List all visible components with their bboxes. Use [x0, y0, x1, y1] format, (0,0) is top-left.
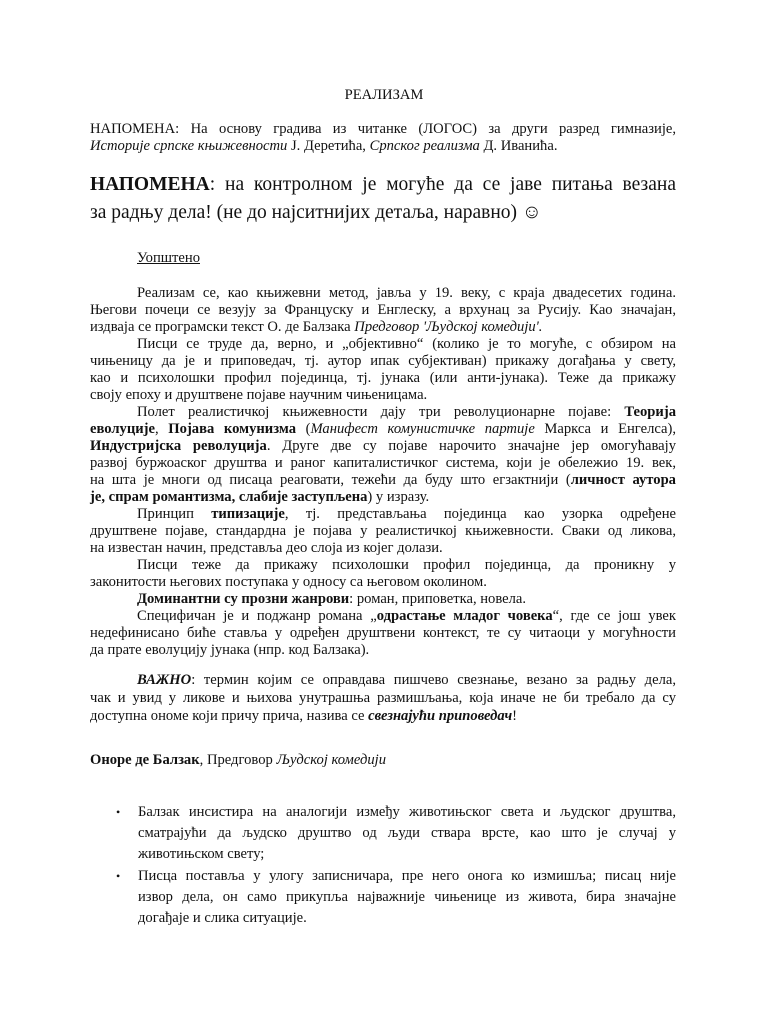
text-span: Полет реалистичкој књижевности дају три револуционарне појаве:	[137, 404, 625, 420]
text-line	[90, 438, 676, 455]
text-line: извор дела, он само прикупља најважније чињенице из живота, бира значајне	[138, 889, 676, 905]
bold-term: је, спрам романтизма, слабије заступљена	[90, 489, 368, 505]
bullet-icon: •	[116, 805, 121, 819]
text-line: Балзак инсистира на аналогији између животињског света и људског друштва,	[138, 804, 676, 820]
text-line	[90, 404, 676, 421]
paragraph-6	[90, 591, 676, 608]
text-span: “, где се још увек	[552, 608, 676, 624]
note-label: НАПОМЕНА:	[90, 121, 180, 137]
list-item	[90, 802, 676, 865]
work-title: Манифест комунистичке партије	[310, 421, 535, 437]
text-span: издваја се програмски текст О. де Балзака	[90, 319, 355, 335]
text-span: , Предговор	[199, 752, 277, 768]
text-line: чак и увид у ликове и њихова унутрашња размишљања, која иначе не би требало да су	[90, 690, 676, 706]
text-line: недефинисано биће ставља у одређен друштвени контекст, те су читаоци у могућности	[90, 625, 676, 641]
exam-note	[90, 171, 676, 227]
page-title: РЕАЛИЗАМ	[344, 87, 424, 103]
book-title: Српског реализма	[369, 138, 480, 154]
note-source	[90, 121, 676, 155]
text-line	[90, 608, 676, 625]
bold-term: типизације	[211, 506, 285, 522]
text-span: , тј. представљања појединца као узорка одређене	[284, 506, 676, 522]
paragraph-3	[90, 404, 676, 506]
author-name: Ј. Деретића,	[287, 138, 370, 154]
text-line: друштвене појаве, стандардна је појава у реалистичкој књижевности. Сваки од ликова,	[90, 523, 676, 539]
exam-note-line-2: за радњу дела! (не до најситнијих детаља, наравно) ☺	[90, 202, 542, 223]
note-source-line-2	[90, 138, 676, 155]
text-span: доступна ономе који причу прича, назива се	[90, 708, 369, 724]
text-line: чињеницу да је и приповедач, тј. аутор ипак субјективан) прикажу догађања у свету,	[90, 353, 676, 369]
text-line: да прате еволуцију јунака (нпр. код Балзака).	[90, 642, 370, 658]
text-line	[90, 591, 676, 608]
text-span: : термин којим се оправдава пишчево свезнање, везано за радњу дела,	[191, 672, 676, 688]
exam-note-text: : на контролном је могуће да се јаве питања везана	[209, 174, 676, 195]
text-line: Реализам се, као књижевни метод, јавља у 19. веку, с краја двадесетих година.	[137, 285, 676, 301]
bold-term: одрастање младог човека	[376, 608, 553, 624]
bold-term: Индустријска револуција	[90, 438, 267, 454]
paragraph-7	[90, 608, 676, 659]
bullet-list	[90, 802, 676, 929]
text-line	[90, 472, 676, 489]
text-span: ) у изразу.	[367, 489, 430, 505]
text-line: законитости његових поступака у односу са његовом околином.	[90, 574, 487, 590]
exam-note-label: НАПОМЕНА	[90, 174, 210, 195]
text-span: (	[296, 421, 311, 437]
text-line: Писца поставља у улогу записничара, пре него онога ко измишља; писац није	[138, 868, 676, 884]
text-line: као и психолошки профил појединца, тј. јунака (или анти-јунака). Теже да прикажу	[90, 370, 676, 386]
note-source-line-1	[90, 121, 676, 138]
note-text: На основу градива из читанке (ЛОГОС) за други разред гимназије,	[179, 121, 676, 137]
bold-term: личност аутора	[570, 472, 676, 488]
paragraph-1	[90, 285, 676, 336]
exam-note-line-1	[90, 171, 676, 199]
text-line	[90, 707, 676, 725]
text-line: Његови почеци се везују за Француску и Енглеску, а врхунац за Русију. Као значајан,	[90, 302, 676, 318]
section-heading: Уопштено	[137, 250, 200, 266]
bold-term: Теорија	[624, 404, 676, 420]
text-span: ,	[155, 421, 169, 437]
bold-term: Појава комунизма	[168, 421, 296, 437]
text-line	[90, 421, 676, 438]
text-span: . Друге две су појаве нарочито значајне јер омогућавају	[266, 438, 676, 454]
work-title: Предговор 'Људској комедији'.	[354, 319, 543, 335]
text-line	[90, 506, 676, 523]
text-span: Принцип	[137, 506, 212, 522]
author-name: Д. Иванића.	[479, 138, 558, 154]
text-span: на шта је многи од писаца реаговати, тежећи да буду што егзактнији (	[90, 472, 571, 488]
key-term: свезнајући приповедач	[368, 708, 513, 724]
author-name: Оноре де Балзак	[90, 752, 200, 768]
text-line: Писци се труде да, верно, и „објективно“ (колико је то могуће, с обзиром на	[137, 336, 676, 352]
work-title: Људској комедији	[276, 752, 387, 768]
text-line	[90, 671, 676, 689]
text-line: развој буржоаског друштва и раног капиталистичког система, који је обележио 19. век,	[90, 455, 676, 471]
balzac-heading	[90, 752, 676, 769]
paragraph-2	[90, 336, 676, 404]
paragraph-5	[90, 557, 676, 591]
bullet-icon: •	[116, 869, 121, 883]
text-span: Маркса и Енгелса),	[534, 421, 676, 437]
book-title: Историје српске књижевности	[90, 138, 288, 154]
text-line: животињском свету;	[138, 846, 265, 862]
text-line: сматрајући да људско друштво од људи ствара врсте, као што је случај у	[138, 825, 676, 841]
text-line: своју епоху и друштвене појаве научним чињеницама.	[90, 387, 428, 403]
text-line: на известан начин, представља део слоја из којег долази.	[90, 540, 443, 556]
list-item	[90, 866, 676, 929]
important-note	[90, 671, 676, 725]
text-span: : роман, приповетка, новела.	[349, 591, 527, 607]
text-line: Писци теже да прикажу психолошки профил појединца, да проникну у	[137, 557, 676, 573]
text-span: Специфичан је и поджанр романа „	[137, 608, 377, 624]
bold-term: еволуције	[90, 421, 156, 437]
text-line: догађаје и слика ситуације.	[138, 910, 307, 926]
text-line	[90, 489, 676, 506]
text-line	[90, 319, 676, 336]
paragraph-4	[90, 506, 676, 557]
text-span: !	[512, 708, 518, 724]
bold-term: Доминантни су прозни жанрови	[137, 591, 350, 607]
important-label: ВАЖНО	[137, 672, 192, 688]
